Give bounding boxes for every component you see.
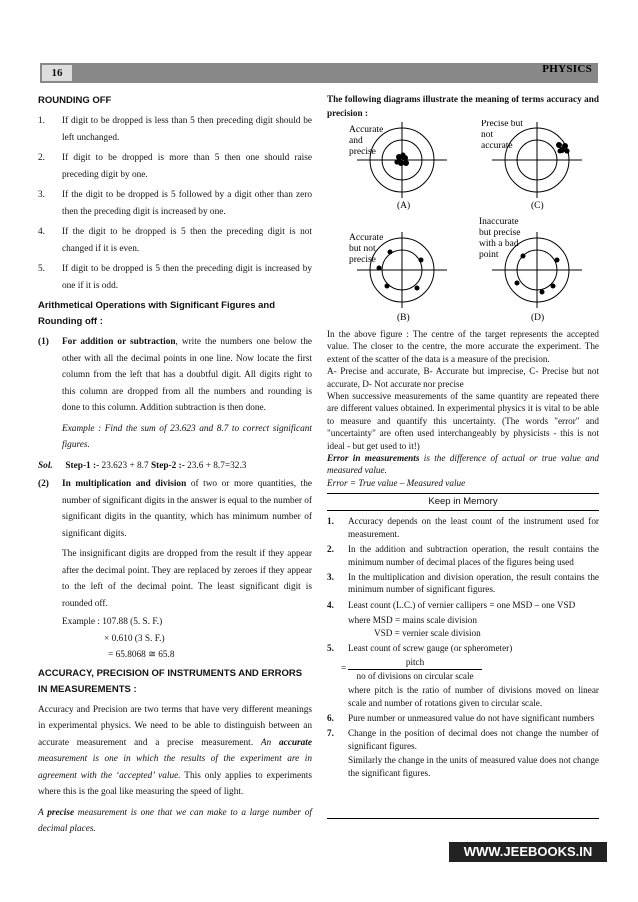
precise-paragraph xyxy=(38,805,312,838)
solution-line xyxy=(38,458,312,475)
text-run: precise xyxy=(47,807,75,818)
rounding-item xyxy=(38,113,312,146)
arith-title: Arithmetical Operations with Significant Figures and Rounding off : xyxy=(38,300,276,327)
item-number: 1. xyxy=(327,516,334,527)
paragraph-multiplication xyxy=(38,476,312,542)
keep-list xyxy=(327,515,599,611)
msd-line: where MSD = mains scale division xyxy=(348,615,477,626)
item-number: 3. xyxy=(38,190,45,200)
figure-paragraph: In the above figure : The centre of the target represents the accepted value. The closer to the centre, the more accurate the experiment. The extent of the scatter of the data is a measure of the precision. xyxy=(327,329,599,364)
left-column xyxy=(38,93,312,838)
item-text: In the multiplication and division operation, the result contains the minimum number of significant figures. xyxy=(348,571,599,595)
item-text: If the digit to be dropped is 5 then the preceding digit is not changed if it is even. xyxy=(62,227,312,254)
rounding-list xyxy=(38,113,312,294)
example-line-3: = 65.8068 ≅ 65.8 xyxy=(108,650,175,660)
fraction-numerator: pitch xyxy=(348,656,481,669)
item-number: 6. xyxy=(327,712,334,723)
step1-label: Step-1 :- xyxy=(65,460,100,471)
accuracy-paragraph xyxy=(38,702,312,801)
text-run: measurement is one in which the results of the experiment are in agreement with the ‘accepted’ value. xyxy=(38,754,312,781)
paragraph-insignificant: The insignificant digits are dropped from the result if they appear after the decimal point. They are replaced by zeroes if they appear to the left of the decimal point. The least significant digit is rounded off. xyxy=(62,549,312,609)
diagram-label: point xyxy=(479,250,499,260)
diagram-label: precise xyxy=(349,255,376,265)
diagram-label: accurate xyxy=(481,141,513,151)
paragraph-text: of two or more quantities, the number of significant digits in the answer is equal to the number of significant digits in the quantity, which has minimum number of significant digits. xyxy=(62,479,313,539)
bold-term: For addition or subtraction xyxy=(62,337,176,347)
website-banner: WWW.JEEBOOKS.IN xyxy=(449,842,607,862)
item-text: Accuracy depends on the least count of the instrument used for measurement. xyxy=(348,516,599,539)
diagram-label: precise xyxy=(349,147,376,157)
error-equation: Error = True value – Measured value xyxy=(327,477,466,488)
text-run: Accuracy and Precision are two terms that have very different meanings in experimental physics. We need to be able to distinguish between an accurate measurement and a precise measurement. xyxy=(38,704,312,748)
item-number: 5. xyxy=(38,264,45,274)
keep-item xyxy=(327,727,599,752)
item-text: Change in the position of decimal does not change the number of significant figures. xyxy=(348,728,599,751)
diagram-caption: (B) xyxy=(397,313,410,323)
keep-item xyxy=(327,515,599,540)
accuracy-precision-diagrams xyxy=(327,120,599,328)
pitch-formula xyxy=(327,656,599,682)
diagram-label: Accurate xyxy=(349,233,384,243)
target-c xyxy=(492,122,582,198)
target-b-label xyxy=(349,233,410,323)
rounding-item xyxy=(38,187,312,220)
example-line-2: × 0.610 (3 S. F.) xyxy=(104,633,165,644)
example-text: Example : Find the sum of 23.623 and 8.7 to correct significant figures. xyxy=(62,423,312,450)
keep-item xyxy=(327,599,599,611)
target-diagrams xyxy=(327,120,599,328)
diagram-label: but precise xyxy=(479,228,521,238)
text-run: An xyxy=(260,737,279,748)
equals-sign: = xyxy=(341,663,347,674)
paragraph-addition xyxy=(38,334,312,417)
keep-item xyxy=(327,543,599,568)
item-text: In the addition and subtraction operation, the result contains the minimum number of decimal places of the figures being used xyxy=(348,544,599,567)
rounding-item xyxy=(38,224,312,257)
text-run: Error in measurements xyxy=(327,453,420,464)
fraction xyxy=(348,656,481,682)
item-number: 5. xyxy=(327,642,334,653)
diagram-label: Inaccurate xyxy=(479,217,519,227)
item-text: If digit to be dropped is 5 then the preceding digit is increased by one if it is odd. xyxy=(62,264,312,291)
diagram-caption: (D) xyxy=(531,313,545,323)
item-number: 2. xyxy=(38,153,45,163)
page-header xyxy=(40,63,598,83)
item-number: (1) xyxy=(38,337,49,347)
diagram-label: but not xyxy=(349,244,376,254)
diagram-label: with a bad xyxy=(479,239,519,249)
item-number: 4. xyxy=(327,599,334,610)
text-run: A xyxy=(38,807,48,818)
item-number: 2. xyxy=(327,544,334,555)
keep-item xyxy=(327,642,599,654)
rounding-item xyxy=(38,150,312,183)
page-number: 16 xyxy=(42,65,72,81)
units-note: Similarly the change in the units of measured value does not change the significant figures. xyxy=(348,755,599,778)
target-c-label xyxy=(481,120,544,211)
item-text: Least count of screw gauge (or spherometer) xyxy=(348,642,513,653)
right-column xyxy=(327,93,599,779)
item-text: Least count (L.C.) of vernier callipers = one MSD – one VSD xyxy=(348,599,576,610)
item-number: 1. xyxy=(38,116,45,126)
diagram-caption: (A) xyxy=(397,201,411,211)
step2-label: Step-2 :- xyxy=(150,460,185,471)
rounding-title: ROUNDING OFF xyxy=(38,95,112,106)
pitch-explanation: where pitch is the ratio of number of divisions moved on linear scale and number of rotations given to circular scale. xyxy=(348,685,599,708)
diagram-label: Precise but xyxy=(481,120,523,129)
error-definition xyxy=(327,452,599,477)
diagram-label: not xyxy=(481,130,494,140)
subject-title: PHYSICS xyxy=(542,63,592,75)
keep-item xyxy=(327,712,599,724)
text-run: This only applies to experiments where this is the goal like measuring the speed of light. xyxy=(38,770,312,797)
target-a-label xyxy=(349,125,410,211)
sol-label: Sol. xyxy=(38,460,53,471)
text-run: measurement is one that we can make to a large number of decimal places. xyxy=(38,807,312,834)
paragraph-text: , write the numbers one below the other with all the decimal points in one line. Now locate the first column from the left that has a doubtful digit. All digits right to this column are dropped from all the numbers and rounding is done to this column. Addition subtraction is then done. xyxy=(62,337,313,413)
text-run: is the difference of actual or true value and measured value. xyxy=(327,453,600,476)
item-number: (2) xyxy=(38,479,49,489)
keep-item xyxy=(327,571,599,596)
example-line-1: Example : 107.88 (5. S. F.) xyxy=(62,617,163,627)
item-text: Pure number or unmeasured value do not have significant numbers xyxy=(348,712,595,723)
item-text: If digit to be dropped is more than 5 then one should raise preceding digit by one. xyxy=(62,153,312,180)
uncertainty-paragraph: When successive measurements of the same quantity are repeated there are different values obtained. In experimental physics it is vital to be able to measure and quantify this uncertainty. (The words "error" and "uncertainty" are often used interchangeably by physicists - this is not ideal - but get used to it!) xyxy=(327,391,599,451)
bottom-rule xyxy=(327,818,599,819)
diagram-label: Accurate xyxy=(349,125,384,135)
diagram-caption: (C) xyxy=(531,201,544,211)
text-run: accurate xyxy=(278,737,312,748)
figure-legend: A- Precise and accurate, B- Accurate but imprecise, C- Precise but not accurate, D- Not accurate nor precise xyxy=(327,366,599,389)
keep-in-memory-heading: Keep in Memory xyxy=(327,493,599,511)
diagram-label: and xyxy=(349,136,363,146)
item-number: 7. xyxy=(327,728,334,739)
step2-text: 23.6 + 8.7=32.3 xyxy=(187,460,247,471)
diagrams-title: The following diagrams illustrate the meaning of terms accuracy and precision : xyxy=(327,94,599,118)
item-number: 4. xyxy=(38,227,45,237)
accuracy-title: ACCURACY, PRECISION OF INSTRUMENTS AND ERRORS IN MEASUREMENTS : xyxy=(38,667,303,695)
item-text: If digit to be dropped is less than 5 then preceding digit should be left unchanged. xyxy=(62,116,312,143)
item-number: 3. xyxy=(327,571,334,582)
item-text: If the digit to be dropped is 5 followed by a digit other than zero then the preceding digit is increased by one. xyxy=(62,190,312,217)
bold-term: In multiplication and division xyxy=(62,479,187,489)
step1-text: 23.623 + 8.7 xyxy=(101,460,149,471)
vsd-line: VSD = vernier scale division xyxy=(374,627,481,638)
rounding-item xyxy=(38,261,312,294)
fraction-denominator: no of divisions on circular scale xyxy=(356,670,474,681)
